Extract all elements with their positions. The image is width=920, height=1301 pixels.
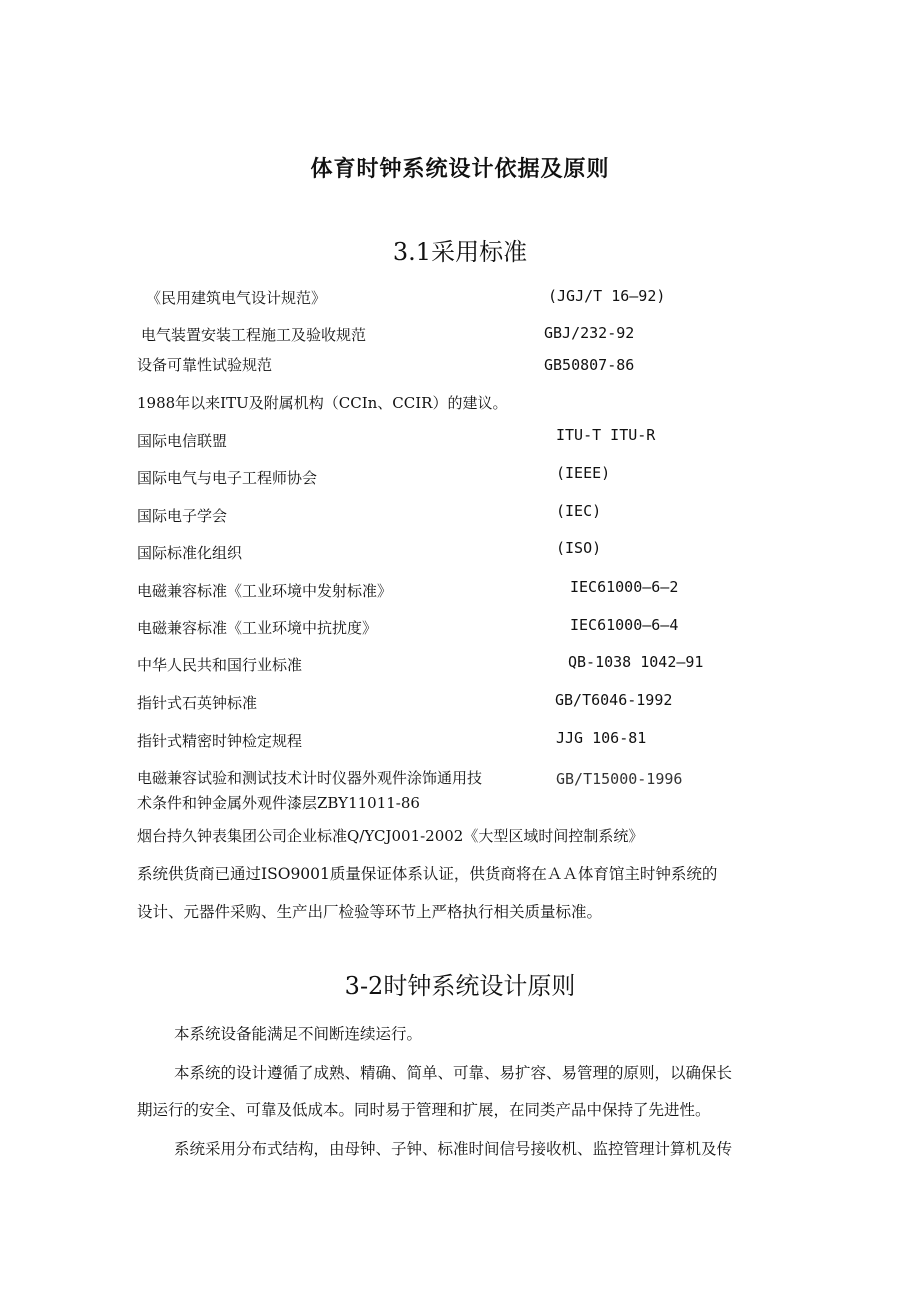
principle-paragraph-3-line1: 系统采用分布式结构，由母钟、子钟、标准时间信号接收机、监控管理计算机及传 [174,1140,733,1158]
coating-standard-line1: 电磁兼容试验和测试技术计时仪器外观件涂饰通用技 [137,769,483,787]
standard-code: GBJ/232-92 [544,324,635,342]
org-code: GB/T6046-1992 [555,691,673,709]
principle-paragraph-2-line1: 本系统的设计遵循了成熟、精确、简单、可靠、易扩容、易管理的原则，以确保长 [174,1064,733,1082]
standard-name: 设备可靠性试验规范 [137,356,273,374]
org-name: 指针式精密时钟检定规程 [137,732,303,750]
org-code: ITU-T ITU-R [556,426,656,444]
org-name: 指针式石英钟标准 [137,694,258,712]
org-name: 电磁兼容标准《工业环境中发射标准》 [137,582,393,600]
coating-standard-code-cropped: GB/T15000-1996 [556,770,683,788]
principle-paragraph-2-line2: 期运行的安全、可靠及低成本。同时易于管理和扩展，在同类产品中保持了先进性。 [137,1101,711,1119]
iso-paragraph-line2: 设计、元器件采购、生产出厂检验等环节上严格执行相关质量标准。 [137,903,603,921]
section-heading-principles: 3-2时钟系统设计原则 [344,972,576,1000]
document-title: 体育时钟系统设计依据及原则 [310,157,610,182]
org-code: (ISO) [556,539,602,557]
coating-standard-line2: 术条件和钟金属外观件漆层ZBY11011-86 [137,794,420,812]
org-name: 国际电子学会 [137,507,228,525]
org-code: IEC61000—6—4 [570,616,679,634]
org-name: 中华人民共和国行业标准 [137,656,303,674]
standard-name: 电气装置安装工程施工及验收规范 [141,326,367,344]
section-heading-standards: 3.1采用标准 [392,238,528,266]
standard-code: (JGJ/T 16—92) [548,287,666,305]
org-code: (IEC) [556,502,602,520]
org-code: QB-1038 1042—91 [568,653,704,671]
org-code: IEC61000—6—2 [570,578,679,596]
itu-note: 1988年以来ITU及附属机构（CCIn、CCIR）的建议。 [137,394,508,412]
standard-code: GB50807-86 [544,356,635,374]
principle-paragraph-1: 本系统设备能满足不间断连续运行。 [174,1025,423,1043]
org-name: 国际电气与电子工程师协会 [137,469,318,487]
enterprise-standard: 烟台持久钟表集团公司企业标准Q/YCJ001-2002《大型区域时间控制系统》 [137,827,644,845]
iso-paragraph-line1: 系统供货商已通过ISO9001质量保证体系认证，供货商将在ＡＡ体育馆主时钟系统的 [137,865,718,883]
org-code: JJG 106-81 [556,729,647,747]
org-name: 电磁兼容标准《工业环境中抗扰度》 [137,619,378,637]
org-name: 国际标准化组织 [137,544,243,562]
org-code: (IEEE) [556,464,611,482]
standard-name: 《民用建筑电气设计规范》 [146,289,327,307]
org-name: 国际电信联盟 [137,432,228,450]
